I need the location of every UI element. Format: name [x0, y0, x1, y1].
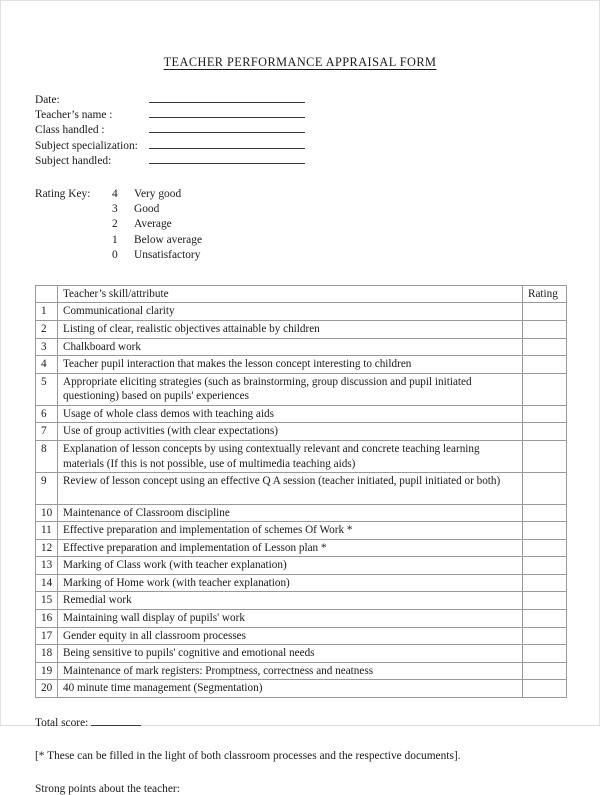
row-skill: Marking of Home work (with teacher explanation)	[58, 574, 523, 592]
row-rating-cell[interactable]	[523, 405, 567, 423]
row-number: 12	[36, 539, 58, 557]
row-rating-cell[interactable]	[523, 423, 567, 441]
field-blank-class-handled[interactable]	[149, 122, 305, 133]
rating-key-description: Average	[134, 218, 172, 231]
table-row	[36, 338, 567, 356]
rating-key-score: 0	[112, 248, 118, 261]
column-header-number	[36, 285, 58, 303]
row-rating-cell[interactable]	[523, 303, 567, 321]
row-skill: Communicational clarity	[58, 303, 523, 321]
field-label-date: Date:	[35, 94, 60, 106]
field-label-subject-handled: Subject handled:	[35, 154, 112, 167]
field-row-subject-specialization	[35, 138, 565, 153]
rating-key-score: 1	[112, 233, 118, 246]
field-blank-teacher-name[interactable]	[149, 107, 305, 118]
skills-table	[35, 285, 567, 698]
total-score-blank[interactable]	[91, 716, 141, 726]
rating-key-item-2	[112, 218, 202, 233]
row-skill: Remedial work	[58, 592, 523, 610]
row-number: 15	[36, 592, 58, 610]
rating-key-description: Good	[134, 203, 160, 216]
row-number: 19	[36, 662, 58, 680]
row-skill: Marking of Class work (with teacher explanation)	[58, 557, 523, 575]
table-row	[36, 627, 567, 645]
row-rating-cell[interactable]	[523, 592, 567, 610]
table-row	[36, 522, 567, 540]
total-score-row	[35, 716, 565, 729]
field-blank-date[interactable]	[149, 92, 305, 103]
row-skill: Usage of whole class demos with teaching aids	[58, 405, 523, 423]
row-rating-cell[interactable]	[523, 522, 567, 540]
row-number: 16	[36, 609, 58, 627]
table-row	[36, 592, 567, 610]
table-row	[36, 539, 567, 557]
row-rating-cell[interactable]	[523, 574, 567, 592]
field-label-subject-specialization: Subject specialization:	[35, 139, 138, 152]
table-row	[36, 680, 567, 698]
row-skill: Teacher pupil interaction that makes the lesson concept interesting to children	[58, 356, 523, 374]
table-row	[36, 609, 567, 627]
total-score-label: Total score:	[35, 716, 89, 729]
rating-key-description: Very good	[134, 187, 182, 200]
row-number: 6	[36, 405, 58, 423]
row-number: 7	[36, 423, 58, 441]
rating-key-description: Below average	[134, 233, 202, 246]
form-footer	[35, 716, 565, 795]
row-number: 5	[36, 373, 58, 405]
table-row	[36, 557, 567, 575]
rating-key-item-3	[112, 203, 202, 218]
rating-key-item-4	[112, 188, 202, 203]
row-skill: Appropriate eliciting strategies (such as brainstorming, group discussion and pupil initiated questioning) based on pupils' experiences	[58, 373, 523, 405]
row-rating-cell[interactable]	[523, 338, 567, 356]
row-skill: Chalkboard work	[58, 338, 523, 356]
rating-key-item-0	[112, 249, 202, 264]
row-number: 11	[36, 522, 58, 540]
row-rating-cell[interactable]	[523, 645, 567, 663]
row-skill: Use of group activities (with clear expectations)	[58, 423, 523, 441]
row-number: 2	[36, 321, 58, 339]
row-number: 3	[36, 338, 58, 356]
skills-table-body	[36, 303, 567, 697]
field-row-class-handled	[35, 122, 565, 137]
rating-key-label: Rating Key:	[35, 187, 91, 200]
table-row	[36, 574, 567, 592]
row-number: 18	[36, 645, 58, 663]
rating-key-item-1	[112, 234, 202, 249]
table-row	[36, 373, 567, 405]
table-row	[36, 321, 567, 339]
row-skill: Maintaining wall display of pupils' work	[58, 609, 523, 627]
column-header-skill: Teacher’s skill/attribute	[58, 285, 523, 303]
strong-points-label: Strong points about the teacher:	[35, 782, 180, 795]
rating-key-score: 4	[112, 187, 118, 200]
row-skill: Listing of clear, realistic objectives attainable by children	[58, 321, 523, 339]
table-row	[36, 405, 567, 423]
table-header-row	[36, 285, 567, 303]
field-row-teacher-name	[35, 107, 565, 122]
row-rating-cell[interactable]	[523, 680, 567, 698]
row-number: 17	[36, 627, 58, 645]
rating-key-score: 3	[112, 203, 118, 216]
row-number: 1	[36, 303, 58, 321]
field-label-class-handled: Class handled :	[35, 124, 105, 137]
asterisk-note: [* These can be filled in the light of both classroom processes and the respective documents].	[35, 749, 461, 762]
rating-key-description: Unsatisfactory	[134, 248, 201, 261]
row-number: 10	[36, 504, 58, 522]
field-row-subject-handled	[35, 153, 565, 168]
row-skill: Review of lesson concept using an effective Q A session (teacher initiated, pupil initiated or both)	[58, 473, 523, 505]
row-rating-cell[interactable]	[523, 557, 567, 575]
table-row	[36, 356, 567, 374]
row-number: 20	[36, 680, 58, 698]
row-rating-cell[interactable]	[523, 504, 567, 522]
rating-key-score: 2	[112, 218, 118, 231]
table-row	[36, 662, 567, 680]
row-skill: Gender equity in all classroom processes	[58, 627, 523, 645]
table-row	[36, 423, 567, 441]
table-row	[36, 440, 567, 472]
row-rating-cell[interactable]	[523, 609, 567, 627]
row-number: 9	[36, 473, 58, 505]
table-row	[36, 473, 567, 505]
row-number: 8	[36, 440, 58, 472]
row-rating-cell[interactable]	[523, 356, 567, 374]
row-skill: Explanation of lesson concepts by using contextually relevant and concrete teaching learning materials (If this is not possible, use of multimedia teaching aids)	[58, 440, 523, 472]
row-skill: Effective preparation and implementation of Lesson plan *	[58, 539, 523, 557]
row-rating-cell[interactable]	[523, 473, 567, 505]
page-content	[1, 1, 599, 795]
row-skill: Effective preparation and implementation of schemes Of Work *	[58, 522, 523, 540]
identity-fields	[35, 92, 565, 168]
table-row	[36, 303, 567, 321]
row-rating-cell[interactable]	[523, 539, 567, 557]
row-rating-cell[interactable]	[523, 321, 567, 339]
row-rating-cell[interactable]	[523, 373, 567, 405]
row-skill: Maintenance of mark registers: Promptness, correctness and neatness	[58, 662, 523, 680]
skills-table-container	[35, 285, 565, 698]
row-rating-cell[interactable]	[523, 662, 567, 680]
field-row-date	[35, 92, 565, 107]
column-header-rating: Rating	[523, 285, 567, 303]
rating-key-list	[112, 188, 202, 264]
title-container	[35, 1, 565, 71]
row-rating-cell[interactable]	[523, 627, 567, 645]
page-title: TEACHER PERFORMANCE APPRAISAL FORM	[163, 55, 437, 69]
row-rating-cell[interactable]	[523, 440, 567, 472]
rating-key-section	[35, 188, 565, 264]
table-row	[36, 645, 567, 663]
row-number: 4	[36, 356, 58, 374]
field-blank-subject-specialization[interactable]	[149, 138, 305, 149]
row-skill: 40 minute time management (Segmentation)	[58, 680, 523, 698]
row-skill: Being sensitive to pupils' cognitive and emotional needs	[58, 645, 523, 663]
field-label-teacher-name: Teacher’s name :	[35, 109, 113, 122]
row-skill: Maintenance of Classroom discipline	[58, 504, 523, 522]
row-number: 13	[36, 557, 58, 575]
table-row	[36, 504, 567, 522]
row-number: 14	[36, 574, 58, 592]
field-blank-subject-handled[interactable]	[149, 153, 305, 164]
